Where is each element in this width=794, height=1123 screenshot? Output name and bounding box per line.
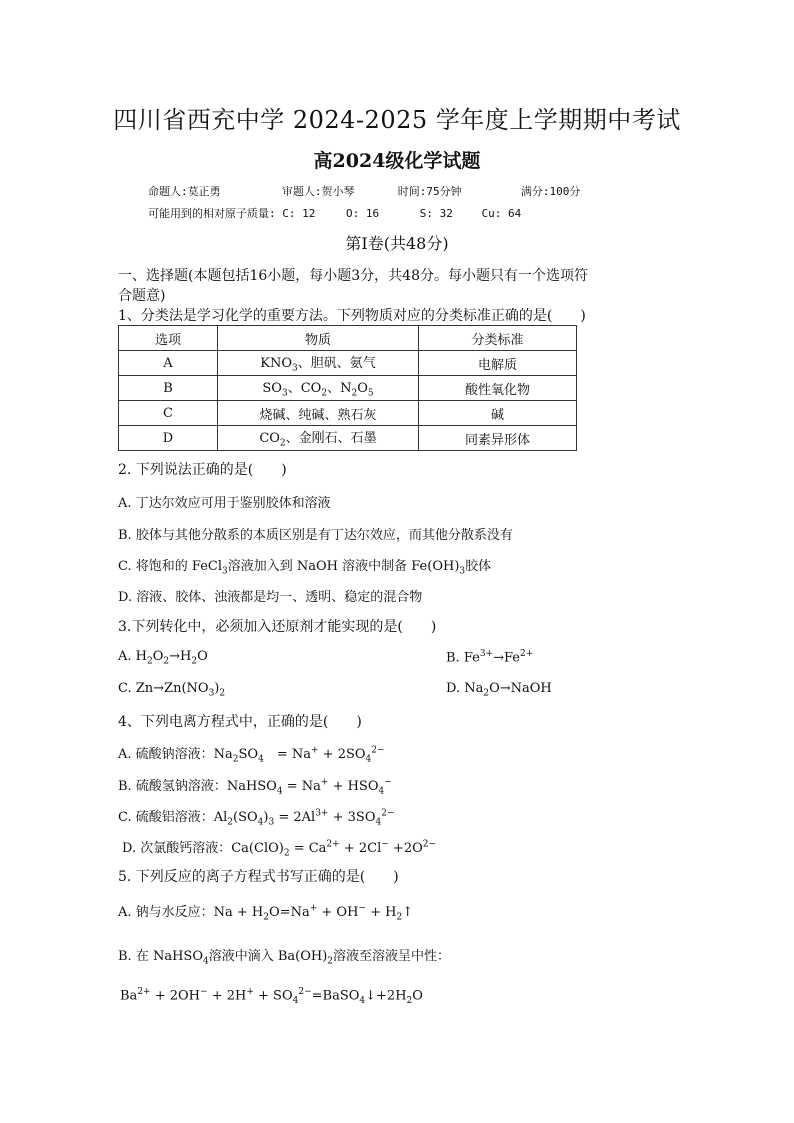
question-4-option-b: B. 硫酸氢钠溶液：NaHSO$_4$ = $Na^+ + HSO_4^-$ [118,777,392,797]
exam-title: 四川省西充中学 2024-2025 学年度上学期期中考试 [113,106,681,134]
substance-cell: $CO_2$、金刚石、石墨 [218,426,419,451]
question-3-stem: 3.下列转化中，必须加入还原剂才能实现的是( ) [118,619,437,635]
question-2-stem: 2. 下列说法正确的是( ) [118,462,287,478]
question-3-option-d: D. $Na_2O\to NaOH$ [446,681,552,699]
time-label: 时间: [397,185,427,198]
question-2-option-b: B. 胶体与其他分散系的本质区别是有丁达尔效应，而其他分散系没有 [118,528,513,543]
option-cell: C [119,401,218,426]
question-4-option-d: D. 次氯酸钙溶液：$Ca(ClO)_2 = Ca^{2+} + 2Cl^- +2O^{2-}$ [122,839,437,859]
reviewer-name: 贺小琴 [321,185,355,198]
standard-cell: 碱 [419,401,577,426]
question-4-stem: 4、下列电离方程式中，正确的是( ) [118,714,362,730]
author-label: 命题人: [148,185,188,198]
substance-cell: 烧碱、纯碱、熟石灰 [218,401,419,426]
standard-cell: 酸性氧化物 [419,376,577,401]
atomic-mass-line [148,205,521,221]
question-2-option-d: D. 溶液、胶体、浊液都是均一、透明、稳定的混合物 [118,590,423,605]
section-title: 第Ⅰ卷(共48分) [345,234,449,253]
standard-cell: 同素异形体 [419,426,577,451]
question-3-option-a: A. $H_2O_2\to H_2O$ [118,649,208,667]
question-3-option-b: B. $Fe^{3+}\to Fe^{2+}$ [446,649,534,666]
question-5-option-b: B. 在 NaHSO$_4$溶液中滴入 $Ba(OH)_2$溶液至溶液呈中性： [118,949,451,967]
time-value: 75分钟 [426,185,462,198]
atomic-mass-cu: Cu: 64 [481,207,522,220]
option-cell: D [119,426,218,451]
table-header: 分类标准 [419,326,577,351]
atomic-mass-label: 可能用到的相对原子质量: [148,207,276,220]
section-instruction-cont: 合题意) [118,288,166,304]
table-row [119,351,577,376]
section-instruction: 一、选择题(本题包括16小题，每小题3分，共48分。每小题只有一个选项符 [118,268,588,284]
option-cell: A [119,351,218,376]
question-4-option-a: A. 硫酸钠溶液：$Na_2SO_4$ = $Na^+ + 2SO_4^{2-}$ [118,745,385,765]
question-3-option-c: C. $Zn\to Zn(NO_3)_2$ [118,681,226,699]
standard-cell: 电解质 [419,351,577,376]
table-header: 选项 [119,326,218,351]
question-5-option-a: A. 钠与水反应：$Na + H_2O=Na^+ + OH^-$ + $H_2↑$ [118,903,414,923]
author-name: 莫正勇 [187,185,221,198]
atomic-mass-o: O: 16 [346,207,380,220]
table-header: 物质 [218,326,419,351]
substance-cell: $SO_3$、$CO_2$、$N_2O_5$ [218,376,419,401]
score-label: 满分: [520,185,550,198]
table-header-row [119,326,577,351]
question-1-stem: 1、分类法是学习化学的重要方法。下列物质对应的分类标准正确的是( ) [118,308,586,324]
exam-info-line [148,183,580,199]
atomic-mass-s: S: 32 [419,207,453,220]
question-2-option-a: A. 丁达尔效应可用于鉴别胶体和溶液 [118,496,331,511]
reviewer-label: 审题人: [281,185,322,198]
table-row [119,376,577,401]
substance-cell: $KNO_3$、胆矾、氨气 [218,351,419,376]
atomic-mass-c: C: 12 [282,207,316,220]
exam-subtitle: 高2024级化学试题 [313,150,481,172]
classification-table [118,325,577,451]
option-cell: B [119,376,218,401]
question-2-option-c: C. 将饱和的 FeCl$_3$溶液加入到 NaOH 溶液中制备 $Fe(OH)_3$胶体 [118,559,492,577]
score-value: 100分 [549,185,581,198]
table-row [119,426,577,451]
table-row [119,401,577,426]
question-4-option-c: C. 硫酸铝溶液：$Al_2(SO_4)_3 = 2Al^{3+} + 3SO_4^{2-}$ [118,808,395,828]
question-5-option-b-equation: $Ba^{2+} + 2OH^- + 2H^+$ + $SO_4^{2-}=BaSO_4↓+2H_2O$ [120,987,423,1006]
question-5-stem: 5. 下列反应的离子方程式书写正确的是( ) [118,869,399,885]
